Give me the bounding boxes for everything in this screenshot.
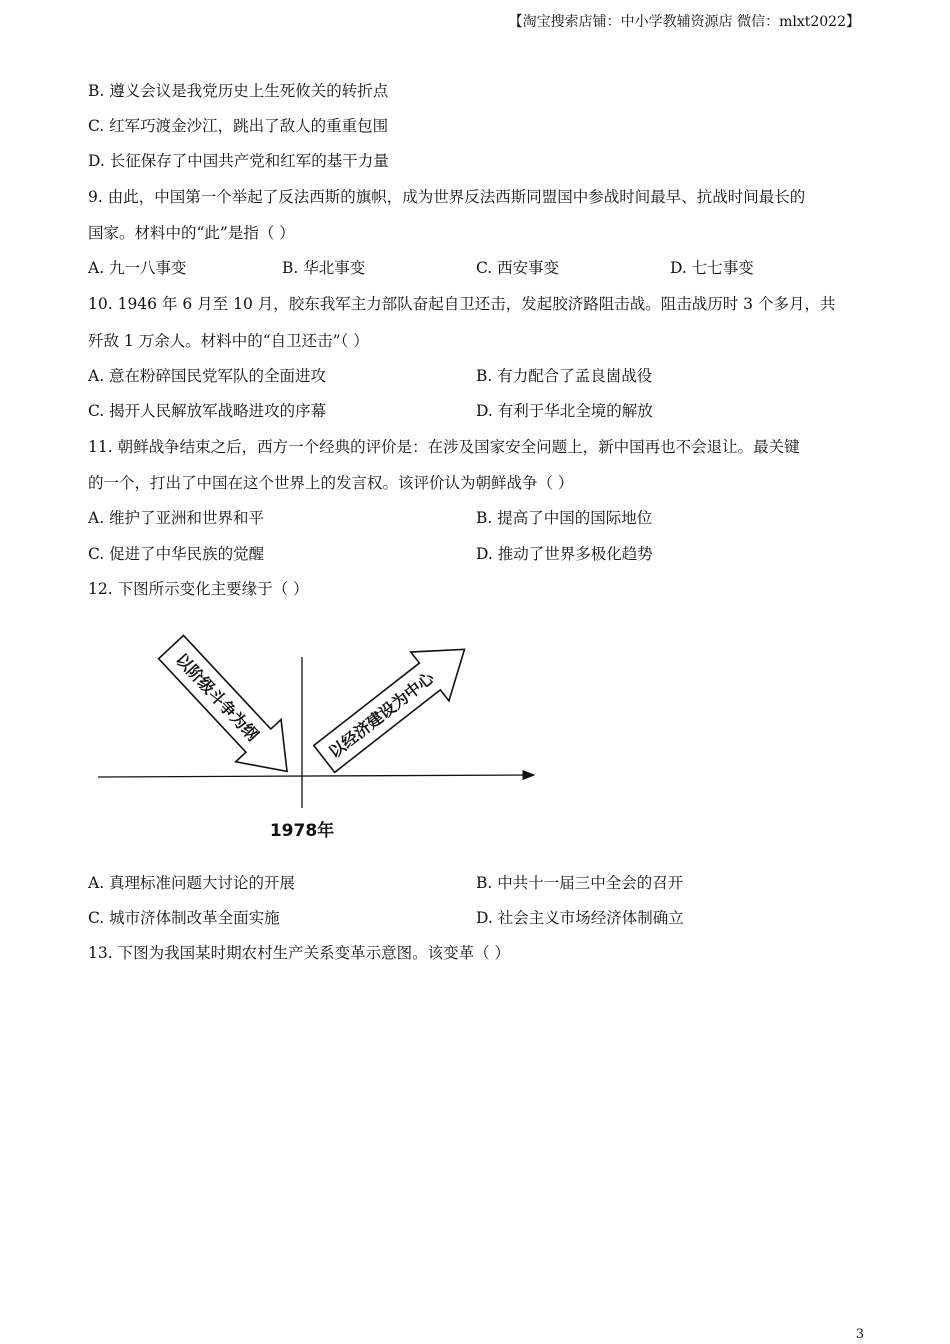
q9-stem-line1: 9. 由此，中国第一个举起了反法西斯的旗帜，成为世界反法西斯同盟国中参战时间最早、抗战时间最长的 xyxy=(88,188,806,206)
q9-option-c: C. 西安事变 xyxy=(476,259,560,277)
page-header: 【淘宝搜索店铺：中小学教辅资源店 微信：mlxt2022】 xyxy=(508,14,860,30)
q9-stem-line2: 国家。材料中的“此”是指（ ） xyxy=(88,224,295,242)
q10-option-c: C. 揭开人民解放军战略进攻的序幕 xyxy=(88,402,327,420)
left-arrow-label: 以阶级斗争为纲 xyxy=(171,649,263,745)
q10-option-b: B. 有力配合了孟良崮战役 xyxy=(476,367,653,385)
q12-option-d: D. 社会主义市场经济体制确立 xyxy=(476,909,684,927)
q11-option-a: A. 维护了亚洲和世界和平 xyxy=(88,509,265,527)
q13-stem: 13. 下图为我国某时期农村生产关系变革示意图。该变革（ ） xyxy=(88,944,511,962)
page-number: 3 xyxy=(855,1327,864,1342)
q9-option-d: D. 七七事变 xyxy=(670,259,754,277)
q12-option-b: B. 中共十一届三中全会的召开 xyxy=(476,874,684,892)
right-arrow xyxy=(305,625,483,783)
horizontal-axis xyxy=(98,775,534,777)
q12-stem: 12. 下图所示变化主要缘于（ ） xyxy=(88,580,309,598)
q11-stem-line2: 的一个，打出了中国在这个世界上的发言权。该评价认为朝鲜战争（ ） xyxy=(88,474,574,492)
q8-option-b: B. 遵义会议是我党历史上生死攸关的转折点 xyxy=(88,82,389,100)
q10-option-d: D. 有利于华北全境的解放 xyxy=(476,402,653,420)
left-arrow xyxy=(148,626,309,793)
q11-stem-line1: 11. 朝鲜战争结束之后，西方一个经典的评价是：在涉及国家安全问题上，新中国再也不会退让。最关键 xyxy=(88,438,800,456)
q8-option-d: D. 长征保存了中国共产党和红军的基干力量 xyxy=(88,152,389,170)
q12-option-c: C. 城市济体制改革全面实施 xyxy=(88,909,280,927)
q10-stem-line1: 10. 1946 年 6 月至 10 月，胶东我军主力部队奋起自卫还击，发起胶济路阻击战。阻击战历时 3 个多月，共 xyxy=(88,295,836,313)
year-label: 1978年 xyxy=(269,821,335,841)
q11-option-d: D. 推动了世界多极化趋势 xyxy=(476,545,653,563)
q11-option-c: C. 促进了中华民族的觉醒 xyxy=(88,545,265,563)
q9-option-a: A. 九一八事变 xyxy=(88,259,187,277)
q9-option-b: B. 华北事变 xyxy=(282,259,366,277)
q11-option-b: B. 提高了中国的国际地位 xyxy=(476,509,653,527)
q12-option-a: A. 真理标准问题大讨论的开展 xyxy=(88,874,296,892)
right-arrow-label: 以经济建设为中心 xyxy=(324,668,438,762)
q10-option-a: A. 意在粉碎国民党军队的全面进攻 xyxy=(88,367,327,385)
policy-shift-figure xyxy=(90,620,550,850)
q8-option-c: C. 红军巧渡金沙江，跳出了敌人的重重包围 xyxy=(88,117,389,135)
q10-stem-line2: 歼敌 1 万余人。材料中的“自卫还击”（ ） xyxy=(88,332,369,350)
